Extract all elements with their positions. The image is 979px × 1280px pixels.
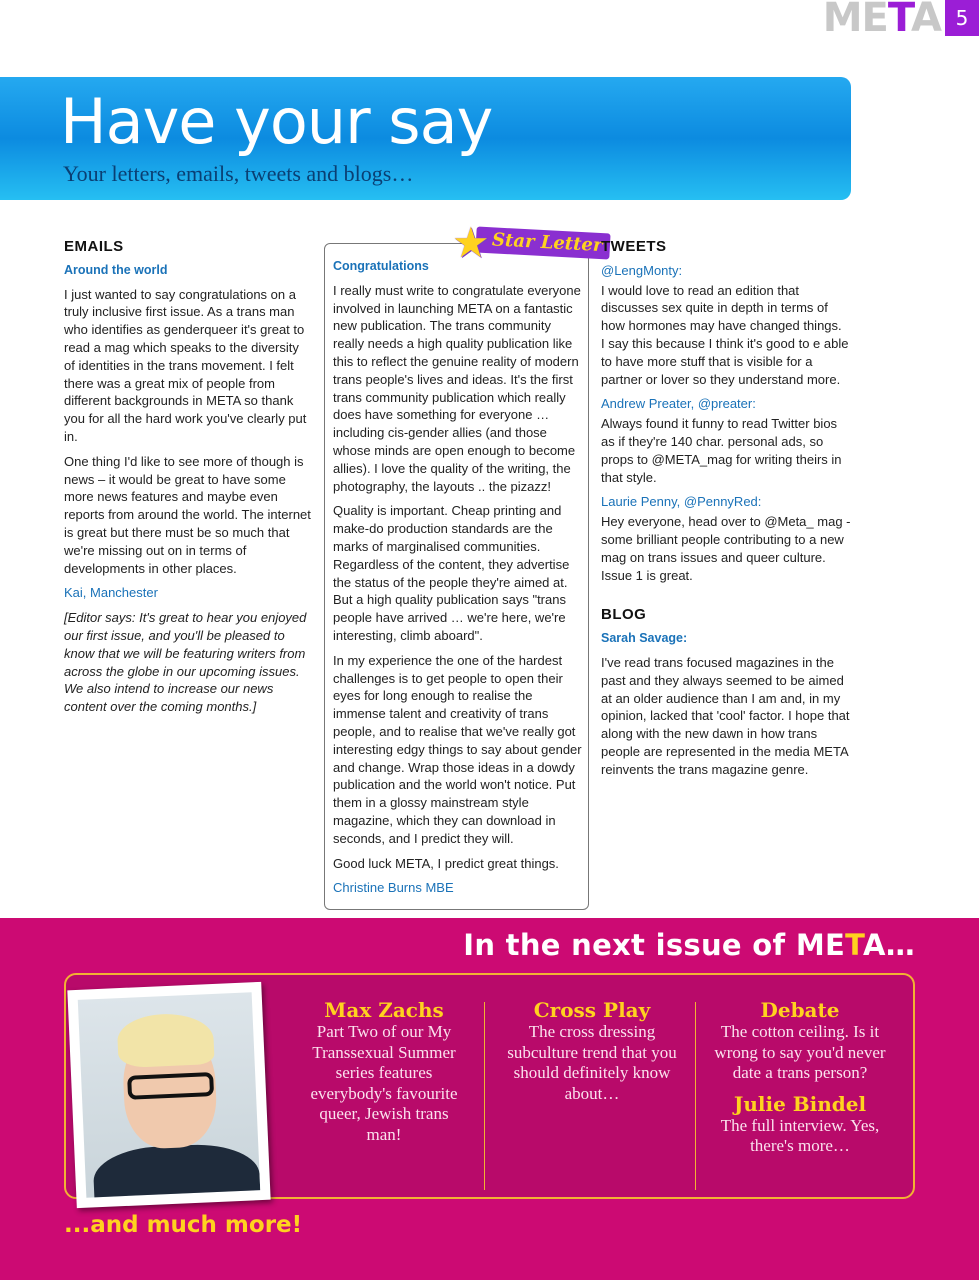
tweet-handle: @LengMonty: [601, 262, 683, 278]
feature-title: Debate [760, 998, 840, 1022]
portrait-hair [117, 1012, 215, 1068]
divider [695, 1002, 696, 1190]
feature-text: The cross dressing subculture trend that you should definitely know about… [507, 1022, 677, 1103]
emails-subtitle: Around the world [64, 262, 168, 277]
feature-text: The cotton ceiling. Is it wrong to say you'd never date a trans person? [714, 1022, 886, 1082]
page-title: Have your say [60, 85, 493, 158]
tweet-text: I say this because I think it's good to e able to have more stuff that is visible for a partner or lover so they understand more. [601, 335, 849, 387]
letter-paragraph: I really must write to congratulate everyone involved in launching META on a fantastic new publication. The trans community really needs a high quality publication like this to reflect the genuine reality of modern trans people's lives and ideas. It's the first trans community publication which really does have something for everyone … including cis-gender allies (and those whose minds are open enough to become allies). I love the quality of the writing, the photography, the layouts .. the pizazz! [333, 282, 581, 494]
letter-paragraph: In my experience the one of the hardest challenges is to get people to open their eyes for long enough to realise the immense talent and creativity of trans people, and to realise that we've really got interesting edgy things to say about gender and change. Wrap those ideas in a dowdy publication and the world won't notice. Put them in a glossy mainstream style magazine, which they can download in seconds, and I predict they will. [333, 652, 582, 846]
letter-paragraph: Good luck META, I predict great things. [333, 855, 559, 871]
emails-heading: EMAILS [64, 238, 124, 255]
blog-heading: BLOG [601, 606, 647, 624]
star-letter-label: Star Letter [475, 227, 611, 260]
feature-debate [714, 998, 886, 1157]
editor-note: [Editor says: It's great to hear you enjoyed our first issue, and you'll be pleased to know that we will be featuring writers from across the globe in our upcoming issues. We also intend to increase our news content over the coming months.] [64, 610, 307, 715]
email-author: Kai, Manchester [64, 585, 158, 601]
tweet-text: Hey everyone, head over to @Meta_ mag - some brilliant people contributing to a new mag on trans issues and queer culture. Issue 1 is great. [601, 514, 851, 583]
email-paragraph: I just wanted to say congratulations on a truly inclusive first issue. As a trans man who identifies as genderqueer it's great to read a mag which speaks to the diversity of identities in the trans movement. I felt there was a great mix of people from different backgrounds in META so thank you for all the hard work you've clearly put in. [64, 286, 307, 444]
tweet-handle: Laurie Penny, @PennyRed: [601, 494, 762, 510]
feature-text: The full interview. Yes, there's more… [720, 1115, 880, 1155]
feature-title: Max Zachs [324, 998, 444, 1022]
feature-title: Julie Bindel [733, 1091, 867, 1116]
letter-paragraph: Quality is important. Cheap printing and make-do production standards are the marks of marginalised communities. Regardless of the content, they advertise the status of the people they're aimed at. But a high quality publication says "trans people have arrived … we're here, we're interesting, climb aboard". [333, 503, 570, 643]
tweets-column [601, 238, 851, 786]
star-letter-column [333, 258, 585, 904]
page-number: 5 [945, 0, 979, 36]
portrait-glasses [127, 1072, 214, 1100]
tweet-text: Always found it funny to read Twitter bios as if they're 140 char. personal ads, so props to @META_mag for writing theirs in that style. [601, 416, 842, 485]
feature-title: Cross Play [533, 998, 651, 1022]
meta-logo [822, 0, 979, 41]
next-issue-title: In the next issue of META… [463, 928, 915, 962]
max-zachs-photo [67, 982, 270, 1208]
feature-max-zachs [302, 998, 466, 1145]
portrait-image [78, 992, 260, 1197]
star-icon: ★ [452, 219, 490, 266]
email-paragraph: One thing I'd like to see more of though is news – it would be great to have some more news features and maybe even reports from around the world. The internet is great but there must be so much that we're missing out on in terms of developments in other places. [64, 453, 311, 576]
feature-cross-play [504, 998, 680, 1104]
blog-author: Sarah Savage: [601, 631, 688, 646]
page-subtitle: Your letters, emails, tweets and blogs… [63, 161, 414, 186]
title-banner [0, 77, 851, 200]
tweet-handle: Andrew Preater, @preater: [601, 396, 756, 412]
divider [484, 1002, 485, 1190]
emails-column [64, 238, 312, 723]
star-letter-subtitle: Congratulations [333, 259, 429, 273]
and-much-more: ...and much more! [64, 1212, 303, 1238]
portrait-body [92, 1142, 260, 1198]
tweets-heading: TWEETS [601, 238, 667, 255]
tweet-text: I would love to read an edition that discusses sex quite in depth in terms of how hormones may have changed things. [601, 282, 842, 334]
logo-wordmark: META [822, 0, 941, 41]
feature-text: Part Two of our My Transsexual Summer series features everybody's favourite queer, Jewish trans man! [310, 1022, 458, 1144]
blog-text: I've read trans focused magazines in the past and they always seemed to be aimed at an older audience than I am and, in my opinion, lacked that 'cool' factor. I hope that along with the new dawn in how trans people are represented in the media META reinvents the trans magazine genre. [601, 654, 850, 777]
letter-author: Christine Burns MBE [333, 880, 454, 896]
